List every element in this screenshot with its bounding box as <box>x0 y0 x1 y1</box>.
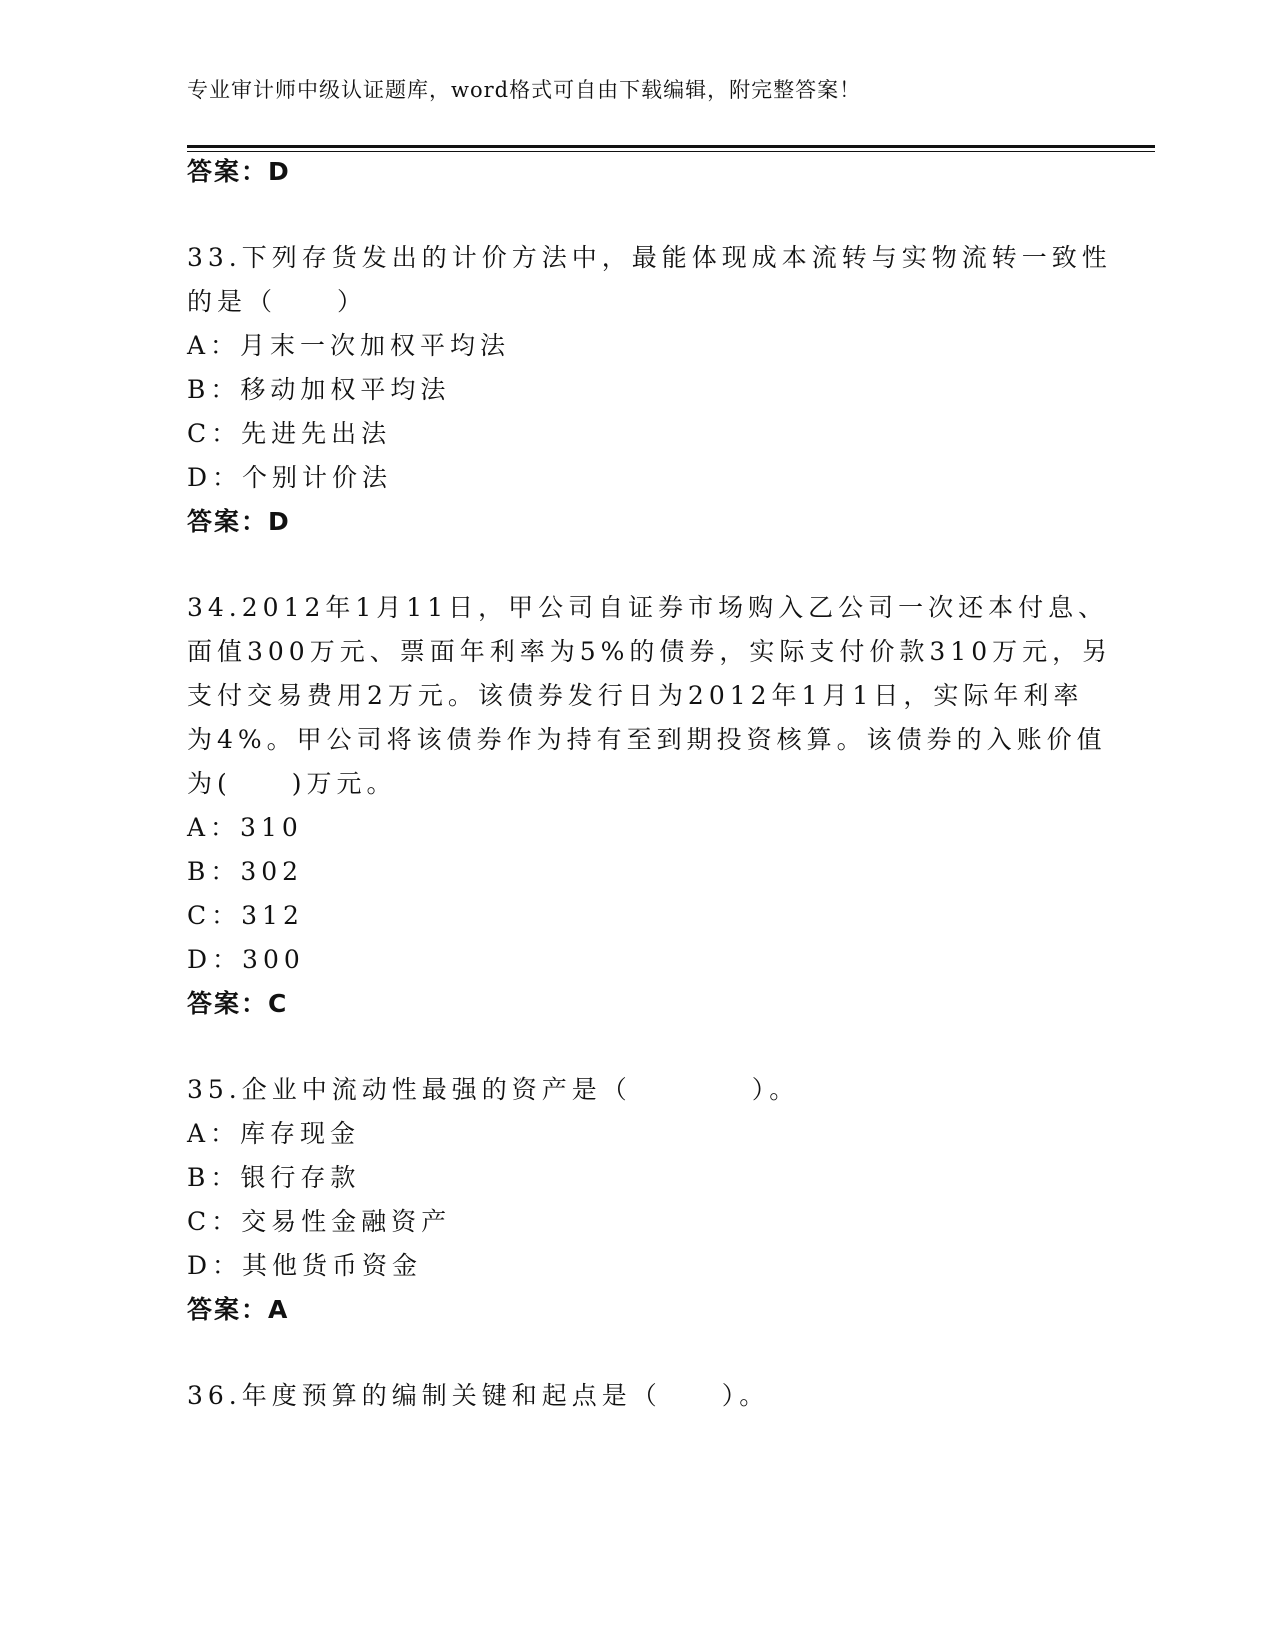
header-rule <box>187 145 1155 148</box>
question-34-option-d: D：300 <box>187 945 305 974</box>
question-35-answer: 答案：A <box>187 1295 290 1324</box>
question-34-stem-line-3: 支付交易费用2万元。该债券发行日为2012年1月1日，实际年利率 <box>187 681 1084 710</box>
question-33-option-a: A：月末一次加权平均法 <box>187 331 511 360</box>
question-33-option-c: C：先进先出法 <box>187 419 392 448</box>
page-header: 专业审计师中级认证题库，word格式可自由下载编辑，附完整答案！ <box>187 78 862 102</box>
question-35-option-b: B：银行存款 <box>187 1163 361 1192</box>
question-34-stem-line-2: 面值300万元、票面年利率为5%的债券，实际支付价款310万元，另 <box>187 637 1113 666</box>
question-34-stem-line-5: 为( )万元。 <box>187 769 397 798</box>
question-34-option-a: A：310 <box>187 813 303 842</box>
header-rule-thin <box>187 151 1155 152</box>
question-33-answer: 答案：D <box>187 507 291 536</box>
question-34-option-c: C：312 <box>187 901 304 930</box>
question-35-option-d: D：其他货币资金 <box>187 1251 423 1280</box>
question-35-stem-line-1: 35.企业中流动性最强的资产是（ ）。 <box>187 1075 800 1104</box>
question-33-stem-line-2: 的是（ ） <box>187 287 368 316</box>
previous-answer: 答案：D <box>187 157 291 186</box>
question-35-option-c: C：交易性金融资产 <box>187 1207 452 1236</box>
question-34-answer: 答案：C <box>187 989 289 1018</box>
question-33-stem-line-1: 33.下列存货发出的计价方法中，最能体现成本流转与实物流转一致性 <box>187 243 1112 272</box>
question-35-option-a: A：库存现金 <box>187 1119 361 1148</box>
question-36-stem-line-1: 36.年度预算的编制关键和起点是（ ）。 <box>187 1381 770 1410</box>
question-33-option-d: D：个别计价法 <box>187 463 393 492</box>
question-34-stem-line-1: 34.2012年1月11日，甲公司自证券市场购入乙公司一次还本付息、 <box>187 593 1109 622</box>
question-34-option-b: B：302 <box>187 857 304 886</box>
question-33-option-b: B：移动加权平均法 <box>187 375 451 404</box>
question-34-stem-line-4: 为4%。甲公司将该债券作为持有至到期投资核算。该债券的入账价值 <box>187 725 1107 754</box>
